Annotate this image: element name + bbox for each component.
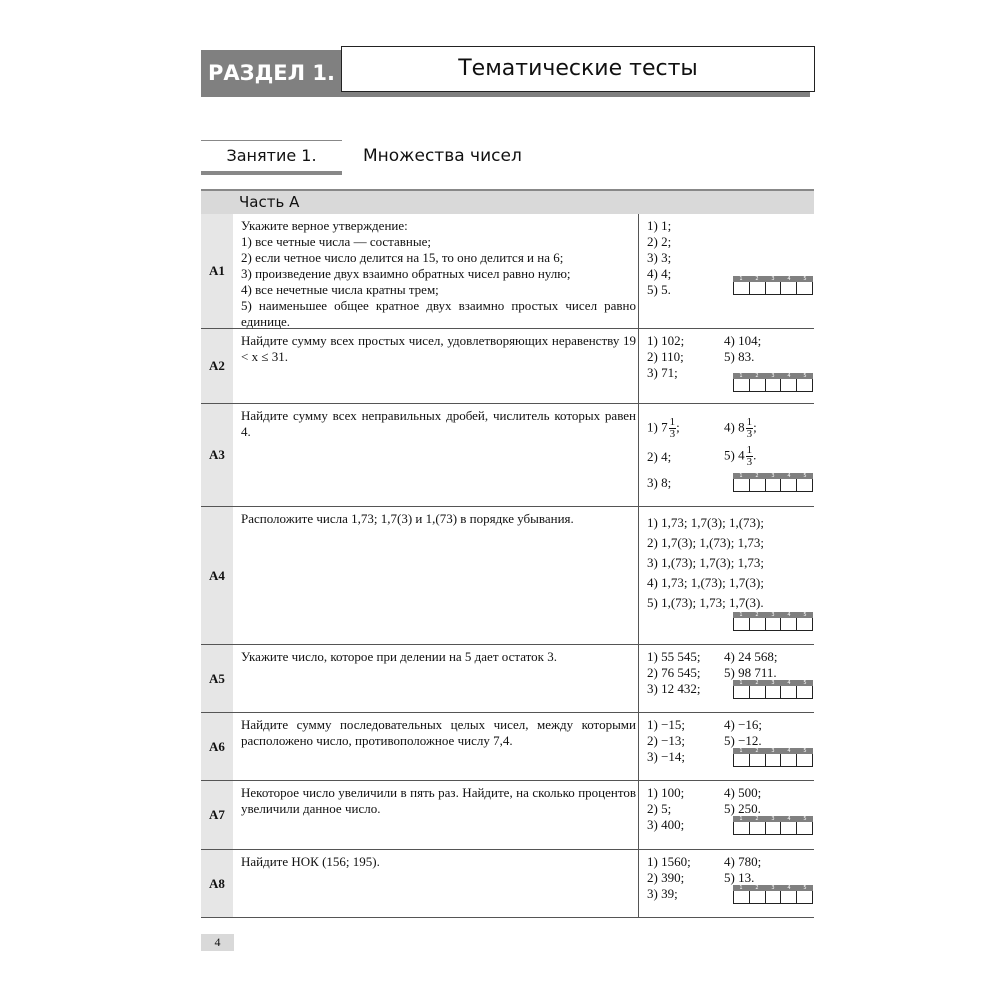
answer-grid-label: 2 [755,612,759,618]
fraction [746,417,754,440]
answer-option [724,665,777,681]
answer-option [724,854,761,870]
answer-grid-label: 3 [771,816,775,822]
section-title-shadow [341,92,810,97]
answer-option [647,417,680,440]
question-text: Найдите сумму последовательных целых чисел, между которыми расположено число, противоположное числу 7,4. [241,717,636,748]
answer-option [647,854,691,870]
answer-grid-label: 4 [787,373,791,379]
answer-grid [733,816,813,835]
fraction-punctuation: . [753,447,757,463]
question-text: Найдите сумму всех неправильных дробей, числитель которых равен 4. [241,408,636,439]
answer-checkbox[interactable] [750,686,766,698]
answer-text: 3) 3; [647,250,672,265]
answer-option [647,333,684,349]
answer-grid-label: 1 [739,612,743,618]
answer-option [647,681,700,697]
answer-checkbox[interactable] [734,822,750,834]
answer-grid-label: 4 [787,276,791,282]
answer-checkbox[interactable] [797,822,812,834]
answer-text: 2) 110; [647,349,684,364]
question-row [201,781,814,850]
answer-text: 1) 55 545; [647,649,701,664]
question-text: Найдите сумму всех простых чисел, удовлетворяющих неравенству 19 < x ≤ 31. [241,333,636,364]
answer-grid-label: 1 [739,473,743,479]
answer-option [647,649,700,665]
fraction-denominator: 3 [746,456,753,468]
question-number: А4 [201,507,233,644]
answer-option [647,449,671,465]
answer-text: 5) 13. [724,870,755,885]
answer-option [647,266,671,282]
answer-text: 2) 76 545; [647,665,701,680]
answer-option [647,475,671,491]
answer-text: 4) 1,73; 1,(73); 1,7(3); [647,575,764,590]
answer-text: 3) 71; [647,365,678,380]
fraction-denominator: 3 [746,428,753,440]
answer-checkbox[interactable] [766,282,782,294]
lesson-label: Занятие 1. [201,140,342,175]
answer-checkbox[interactable] [750,282,766,294]
answer-grid-label: 5 [803,885,807,891]
question-row [201,214,814,329]
answer-grid [733,473,813,492]
fraction-denominator: 3 [669,428,676,440]
fraction-numerator: 1 [746,444,753,456]
answer-option [647,886,678,902]
answer-text: 2) 5; [647,801,672,816]
answer-text: 2) 1,7(3); 1,(73); 1,73; [647,535,764,550]
answer-checkbox[interactable] [781,479,797,491]
answer-checkbox[interactable] [781,686,797,698]
answer-text: 4) 500; [724,785,762,800]
answer-grid-label: 1 [739,885,743,891]
answer-checkbox[interactable] [797,379,812,391]
answer-checkbox[interactable] [781,379,797,391]
answer-option [724,733,762,749]
answer-grid [733,680,813,699]
answer-text: 3) 8; [647,475,672,490]
question-row [201,329,814,404]
answer-option [647,817,684,833]
answer-option [647,365,678,381]
page-number: 4 [201,934,234,951]
column-divider [638,404,639,506]
section-label: РАЗДЕЛ 1. [201,50,342,97]
answer-grid [733,276,813,295]
answer-text: 3) 39; [647,886,678,901]
answer-option [647,555,764,571]
answer-option [647,250,671,266]
question-text: Укажите число, которое при делении на 5 дает остаток 3. [241,649,557,664]
answer-text: 3) 1,(73); 1,7(3); 1,73; [647,555,764,570]
answer-checkbox[interactable] [797,891,812,903]
answer-grid-label: 2 [755,816,759,822]
answer-checkbox[interactable] [781,891,797,903]
answer-checkbox[interactable] [734,479,750,491]
answer-grid-label: 4 [787,816,791,822]
fraction-punctuation: ; [676,419,680,435]
answer-checkbox[interactable] [781,618,797,630]
answer-text: 1) 1; [647,218,672,233]
answer-option [724,445,756,468]
answer-grid-label: 4 [787,473,791,479]
answer-grid-cells [733,686,813,699]
answer-checkbox[interactable] [766,891,782,903]
answer-checkbox[interactable] [766,822,782,834]
answer-checkbox[interactable] [766,686,782,698]
answer-grid-cells [733,282,813,295]
answer-grid-cells [733,618,813,631]
question-row [201,404,814,507]
answer-grid-label: 1 [739,373,743,379]
answer-grid-cells [733,479,813,492]
question-number: А3 [201,404,233,506]
answer-text: 5) 4 [724,447,745,463]
answer-grid-label: 5 [803,612,807,618]
answer-checkbox[interactable] [766,379,782,391]
answer-text: 5) 98 711. [724,665,777,680]
fraction-punctuation: ; [753,419,757,435]
answer-text: 4) 104; [724,333,762,348]
question-number: А5 [201,645,233,712]
column-divider [638,329,639,403]
answer-checkbox[interactable] [797,686,812,698]
question-row [201,507,814,645]
answer-checkbox[interactable] [797,618,812,630]
question-row [201,713,814,781]
answer-checkbox[interactable] [734,618,750,630]
column-divider [638,507,639,644]
section-title: Тематические тесты [341,46,815,92]
answer-grid-cells [733,822,813,835]
answer-option [647,870,684,886]
answer-option [724,349,754,365]
answer-text: 2) 2; [647,234,672,249]
answer-option [647,717,685,733]
answer-option [647,749,685,765]
answer-text: 1) 1,73; 1,7(3); 1,(73); [647,515,764,530]
answer-grid-label: 1 [739,276,743,282]
answer-grid-label: 2 [755,885,759,891]
answer-option [647,282,671,298]
answer-checkbox[interactable] [797,754,812,766]
question-text: Укажите верное утверждение: 1) все четные числа — составные; 2) если четное число делится на 15, то оно делится и на 6; 3) произведение двух взаимно обратных чисел равно нулю; 4) все нечетные числа кратны трем; 5) наименьшее общее кратное двух взаимно простых чисел равно единице. [241,218,636,329]
answer-checkbox[interactable] [750,754,766,766]
answer-checkbox[interactable] [781,822,797,834]
answer-text: 2) −13; [647,733,686,748]
question-text: Расположите числа 1,73; 1,7(3) и 1,(73) в порядке убывания. [241,511,574,526]
answer-text: 5) 5. [647,282,671,297]
fraction [669,417,677,440]
answer-grid-label: 2 [755,748,759,754]
answer-option [724,785,761,801]
answer-option [647,595,764,611]
answer-text: 3) −14; [647,749,686,764]
answer-option [724,333,761,349]
answer-option [647,801,671,817]
answer-option [647,515,764,531]
answer-grid-label: 3 [771,612,775,618]
fraction [746,444,757,468]
answer-grid-label: 3 [771,748,775,754]
answer-grid-label: 2 [755,373,759,379]
answer-grid-label: 5 [803,816,807,822]
column-divider [638,713,639,780]
answer-option [724,649,777,665]
answer-option [724,417,757,440]
answer-text: 5) 83. [724,349,755,364]
answer-text: 1) 102; [647,333,685,348]
answer-option [647,234,671,250]
answer-option [647,575,764,591]
answer-checkbox[interactable] [734,754,750,766]
answer-text: 3) 400; [647,817,685,832]
answer-grid-label: 4 [787,680,791,686]
answer-text: 3) 12 432; [647,681,701,696]
question-row [201,850,814,918]
lesson-title: Множества чисел [363,146,522,166]
question-text: Найдите НОК (156; 195). [241,854,380,869]
question-row [201,645,814,713]
answer-text: 4) 24 568; [724,649,778,664]
answer-grid-label: 5 [803,680,807,686]
answer-grid-label: 5 [803,373,807,379]
answer-text: 4) 4; [647,266,672,281]
answer-grid [733,373,813,392]
answer-checkbox[interactable] [750,618,766,630]
answer-option [647,665,700,681]
answer-option [647,218,671,234]
answer-text: 1) 100; [647,785,685,800]
answer-checkbox[interactable] [766,754,782,766]
answer-text: 4) −16; [724,717,763,732]
fraction-numerator: 1 [669,416,676,428]
answer-grid-label: 3 [771,373,775,379]
answer-text: 1) 1560; [647,854,691,869]
question-number: А6 [201,713,233,780]
column-divider [638,645,639,712]
answer-checkbox[interactable] [750,891,766,903]
answer-grid-cells [733,891,813,904]
answer-text: 1) −15; [647,717,686,732]
question-number: А2 [201,329,233,403]
answer-grid [733,748,813,767]
answer-grid [733,612,813,631]
answer-checkbox[interactable] [781,282,797,294]
answer-text: 5) 250. [724,801,761,816]
question-number: А1 [201,214,233,328]
answer-text: 5) −12. [724,733,762,748]
answer-grid-cells [733,379,813,392]
answer-checkbox[interactable] [750,822,766,834]
answer-option [724,870,754,886]
answer-option [724,801,761,817]
answer-grid-label: 3 [771,885,775,891]
column-divider [638,781,639,849]
fraction-numerator: 1 [746,416,753,428]
column-divider [638,850,639,917]
answer-checkbox[interactable] [734,282,750,294]
answer-text: 4) 780; [724,854,762,869]
answer-checkbox[interactable] [797,479,812,491]
answer-option [647,785,684,801]
answer-grid-label: 4 [787,885,791,891]
answer-grid-label: 2 [755,276,759,282]
answer-grid [733,885,813,904]
answer-grid-label: 1 [739,680,743,686]
answer-grid-label: 3 [771,473,775,479]
answer-grid-label: 2 [755,473,759,479]
answer-option [647,733,685,749]
answer-text: 4) 8 [724,419,745,435]
answer-grid-label: 1 [739,816,743,822]
question-number: А7 [201,781,233,849]
answer-checkbox[interactable] [766,618,782,630]
answer-grid-label: 1 [739,748,743,754]
question-text: Некоторое число увеличили в пять раз. Найдите, на сколько процентов увеличили данное число. [241,785,636,816]
part-header [201,189,814,214]
answer-text: 5) 1,(73); 1,73; 1,7(3). [647,595,764,610]
answer-checkbox[interactable] [750,379,766,391]
answer-grid-cells [733,754,813,767]
answer-text: 2) 4; [647,449,672,464]
answer-grid-label: 3 [771,680,775,686]
answer-option [647,535,764,551]
answer-grid-label: 4 [787,612,791,618]
answer-checkbox[interactable] [734,686,750,698]
answer-checkbox[interactable] [766,479,782,491]
question-number: А8 [201,850,233,917]
column-divider [638,214,639,328]
answer-grid-label: 2 [755,680,759,686]
answer-checkbox[interactable] [797,282,812,294]
answer-checkbox[interactable] [734,891,750,903]
answer-checkbox[interactable] [781,754,797,766]
answer-option [647,349,684,365]
answer-text: 1) 7 [647,419,668,435]
answer-grid-label: 5 [803,276,807,282]
answer-grid-label: 3 [771,276,775,282]
answer-checkbox[interactable] [734,379,750,391]
part-label: Часть А [239,193,300,211]
answer-grid-label: 5 [803,748,807,754]
answer-checkbox[interactable] [750,479,766,491]
answer-option [724,717,762,733]
answer-grid-label: 4 [787,748,791,754]
answer-text: 2) 390; [647,870,685,885]
answer-grid-label: 5 [803,473,807,479]
